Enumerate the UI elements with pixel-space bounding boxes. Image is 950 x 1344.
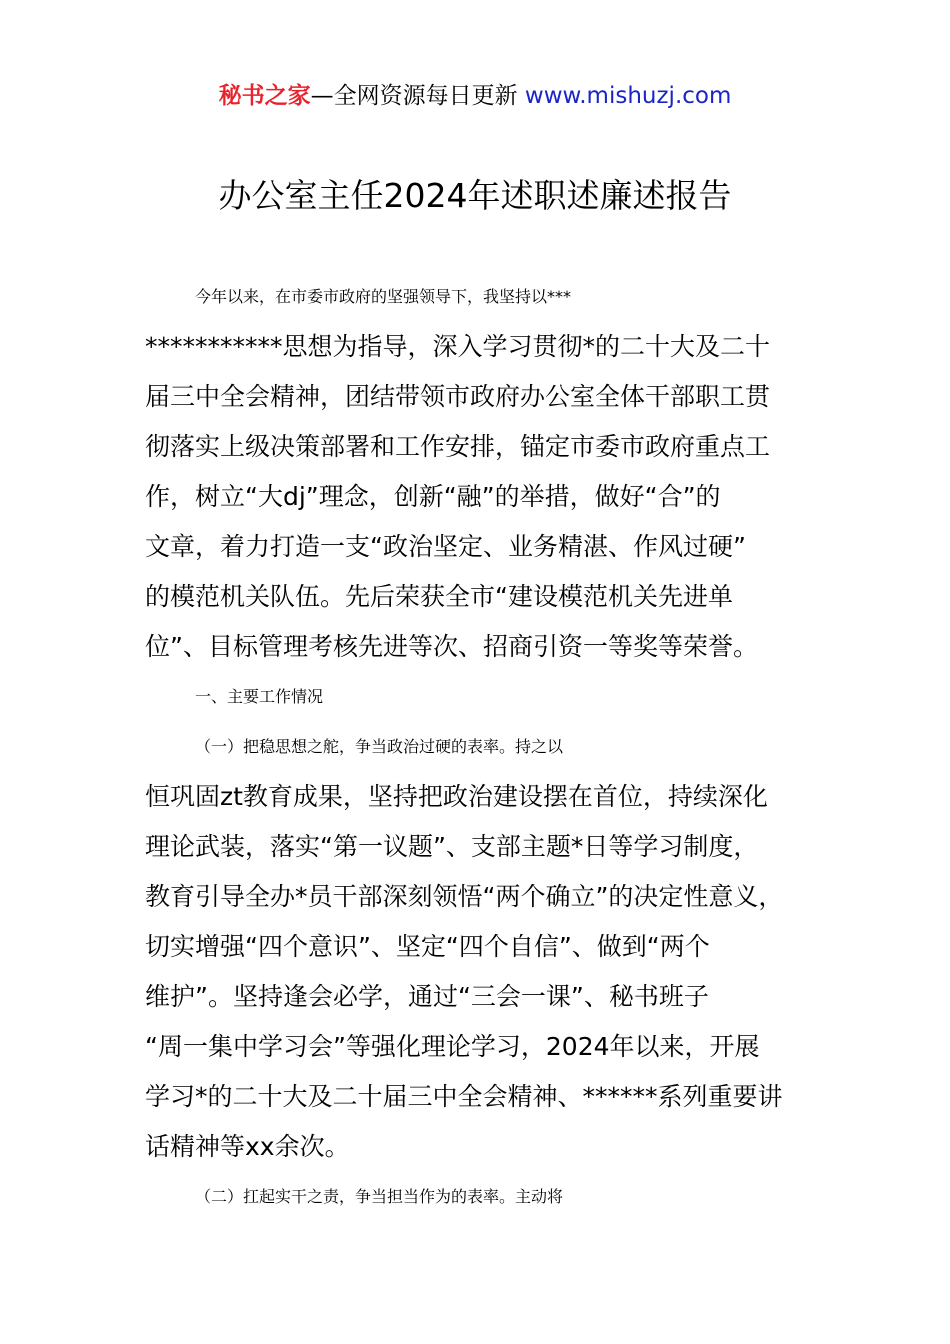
body-line: “周一集中学习会”等强化理论学习，2024年以来，开展 xyxy=(145,1032,760,1061)
site-url-link[interactable]: www.mishuzj.com xyxy=(524,83,732,109)
body-line: ***********思想为指导，深入学习贯彻*的二十大及二十 xyxy=(145,332,771,361)
body-line: 话精神等xx余次。 xyxy=(145,1132,350,1161)
site-header xyxy=(0,78,950,114)
body-line: 学习*的二十大及二十届三中全会精神、******系列重要讲 xyxy=(145,1082,783,1111)
body-line: 届三中全会精神，团结带领市政府办公室全体干部职工贯 xyxy=(145,382,771,411)
document-title: 办公室主任2024年述职述廉述报告 xyxy=(218,176,732,215)
body-line: 作，树立“大dj”理念，创新“融”的举措，做好“合”的 xyxy=(145,482,721,511)
site-tagline: —全网资源每日更新 xyxy=(310,83,525,109)
body-line: 维护”。坚持逢会必学，通过“三会一课”、秘书班子 xyxy=(145,982,709,1011)
body-line: 恒巩固zt教育成果，坚持把政治建设摆在首位，持续深化 xyxy=(145,782,768,811)
body-line: 位”、目标管理考核先进等次、招商引资一等奖等荣誉。 xyxy=(145,632,758,661)
body-line: 教育引导全办*员干部深刻领悟“两个确立”的决定性意义， xyxy=(145,882,784,911)
body-line: 今年以来，在市委市政府的坚强领导下，我坚持以*** xyxy=(195,287,572,306)
body-line: （二）扛起实干之责，争当担当作为的表率。主动将 xyxy=(195,1187,564,1206)
body-line: 的模范机关队伍。先后荣获全市“建设模范机关先进单 xyxy=(145,582,733,611)
site-brand: 秘书之家 xyxy=(218,83,311,109)
body-line: 理论武装，落实“第一议题”、支部主题*日等学习制度， xyxy=(145,832,759,861)
body-line: （一）把稳思想之舵，争当政治过硬的表率。持之以 xyxy=(195,737,564,756)
body-line: 文章，着力打造一支“政治坚定、业务精湛、作风过硬” xyxy=(145,532,746,561)
body-line: 彻落实上级决策部署和工作安排，锚定市委市政府重点工 xyxy=(145,432,771,461)
body-line: 一、主要工作情况 xyxy=(195,687,324,706)
body-line: 切实增强“四个意识”、坚定“四个自信”、做到“两个 xyxy=(145,932,710,961)
